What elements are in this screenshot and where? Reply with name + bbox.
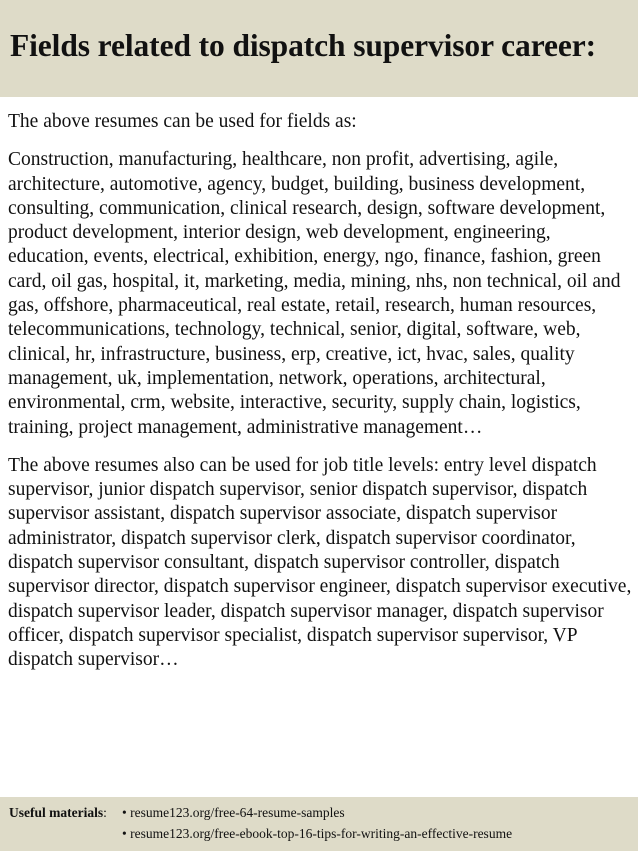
footer-row-2: [9, 823, 638, 844]
main-content: [8, 100, 634, 673]
intro-text: The above resumes can be used for fields as:: [8, 111, 357, 132]
footer-row-1: [9, 802, 638, 823]
page-title: Fields related to dispatch supervisor career:: [10, 28, 597, 63]
useful-materials-label-text: Useful materials: [9, 805, 104, 820]
footer-label-spacer: [9, 823, 122, 844]
footer-link-resume-samples[interactable]: • resume123.org/free-64-resume-samples: [122, 805, 345, 820]
useful-materials-separator: :: [103, 805, 107, 820]
fields-paragraph: Construction, manufacturing, healthcare, non profit, advertising, agile, architecture, automotive, agency, budget, building, business development, consulting, communication, clinical research, design, software development, product development, interior design, web development, engineering, education, events, electrical, exhibition, energy, ngo, finance, fashion, green card, oil gas, hospital, it, marketing, media, mining, nhs, non technical, oil and gas, offshore, pharmaceutical, real estate, retail, research, human resources, telecommunications, technology, technical, senior, digital, software, web, clinical, hr, infrastructure, business, erp, creative, ict, hvac, sales, quality management, uk, implementation, network, operations, architectural, environmental, crm, website, interactive, security, supply chain, logistics, training, project management, administrative management…: [8, 149, 621, 438]
footer-link-ebook-tips[interactable]: • resume123.org/free-ebook-top-16-tips-for-writing-an-effective-resume: [122, 826, 513, 841]
job-levels-paragraph: The above resumes also can be used for job title levels: entry level dispatch supervisor, junior dispatch supervisor, senior dispatch supervisor, dispatch supervisor assistant, dispatch supervisor associate, dispatch supervisor administrator, dispatch supervisor clerk, dispatch supervisor coordinator, dispatch supervisor consultant, dispatch supervisor controller, dispatch supervisor director, dispatch supervisor engineer, dispatch supervisor executive, dispatch supervisor leader, dispatch supervisor manager, dispatch supervisor officer, dispatch supervisor specialist, dispatch supervisor supervisor, VP dispatch supervisor…: [8, 454, 632, 671]
header-band: [0, 0, 638, 97]
footer-band: [0, 797, 638, 851]
useful-materials-label: [9, 802, 122, 823]
